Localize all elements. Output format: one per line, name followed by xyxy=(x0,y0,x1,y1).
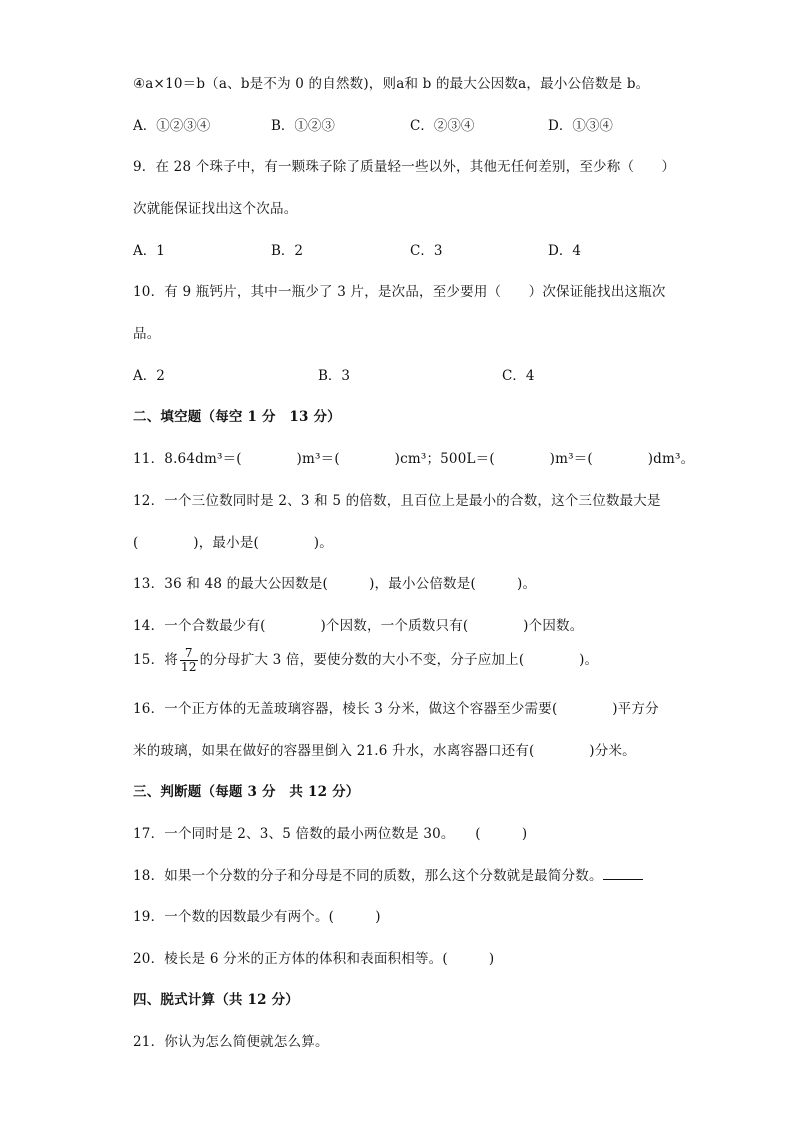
q8-option-a: A．①②③④ xyxy=(133,118,211,134)
q8-statement-4: ④a×10＝b（a、b是不为 0 的自然数)，则a和 b 的最大公因数a，最小公倍数是 b。 xyxy=(133,76,650,92)
section-heading-fill-in: 二、填空题（每空 1 分 13 分） xyxy=(133,409,341,425)
q9-option-c: C．3 xyxy=(410,243,443,259)
q14-text: 14．一个合数最少有( )个因数，一个质数只有( )个因数。 xyxy=(133,618,584,634)
q18-answer-blank xyxy=(603,867,643,880)
q18-statement: 18．如果一个分数的分子和分母是不同的质数，那么这个分数就是最简分数。 xyxy=(133,868,603,884)
q19-text: 19．一个数的因数最少有两个。( ) xyxy=(133,909,381,925)
q15-prefix: 15．将 xyxy=(133,652,178,668)
q8-option-d: D．①③④ xyxy=(548,118,613,134)
q8-option-b: B．①②③ xyxy=(271,118,335,134)
q15-text xyxy=(133,647,598,674)
q15-fraction xyxy=(180,647,198,674)
section-heading-calculation: 四、脱式计算（共 12 分） xyxy=(133,992,299,1008)
q15-numerator: 7 xyxy=(180,647,198,661)
q8-option-c: C．②③④ xyxy=(410,118,475,134)
q10-option-a: A．2 xyxy=(133,368,165,384)
q9-option-a: A．1 xyxy=(133,243,165,259)
q11-text: 11．8.64dm³＝( )m³＝( )cm³；500L＝( )m³＝( )dm³。 xyxy=(133,451,695,467)
q21-text: 21．你认为怎么简便就怎么算。 xyxy=(133,1034,329,1050)
q16-text-line1: 16．一个正方体的无盖玻璃容器，棱长 3 分米，做这个容器至少需要( )平方分 xyxy=(133,701,659,717)
q20-text: 20．棱长是 6 分米的正方体的体积和表面积相等。( ) xyxy=(133,951,495,967)
section-heading-judgement: 三、判断题（每题 3 分 共 12 分） xyxy=(133,784,360,800)
q16-text-line2: 米的玻璃，如果在做好的容器里倒入 21.6 升水，水离容器口还有( )分米。 xyxy=(133,743,636,759)
q15-denominator: 12 xyxy=(180,660,197,674)
q12-text-line1: 12．一个三位数同时是 2、3 和 5 的倍数，且百位上是最小的合数，这个三位数最大是 xyxy=(133,493,661,509)
q18-text xyxy=(133,864,643,884)
q10-option-b: B．3 xyxy=(318,368,351,384)
q9-text-line1: 9．在 28 个珠子中，有一颗珠子除了质量轻一些以外，其他无任何差别，至少称（ ） xyxy=(133,159,676,175)
q10-text-line1: 10．有 9 瓶钙片，其中一瓶少了 3 片，是次品，至少要用（ ）次保证能找出这瓶次 xyxy=(133,284,666,300)
q10-option-c: C．4 xyxy=(502,368,535,384)
q9-option-b: B．2 xyxy=(271,243,304,259)
q9-option-d: D．4 xyxy=(548,243,581,259)
q9-text-line2: 次就能保证找出这个次品。 xyxy=(133,201,298,217)
q10-text-line2: 品。 xyxy=(133,326,161,342)
q12-text-line2: ( )，最小是( )。 xyxy=(133,535,333,551)
q15-suffix: 的分母扩大 3 倍，要使分数的大小不变，分子应加上( )。 xyxy=(199,652,599,668)
q13-text: 13．36 和 48 的最大公因数是( )，最小公倍数是( )。 xyxy=(133,576,537,592)
q17-text: 17．一个同时是 2、3、5 倍数的最小两位数是 30。 ( ) xyxy=(133,826,528,842)
